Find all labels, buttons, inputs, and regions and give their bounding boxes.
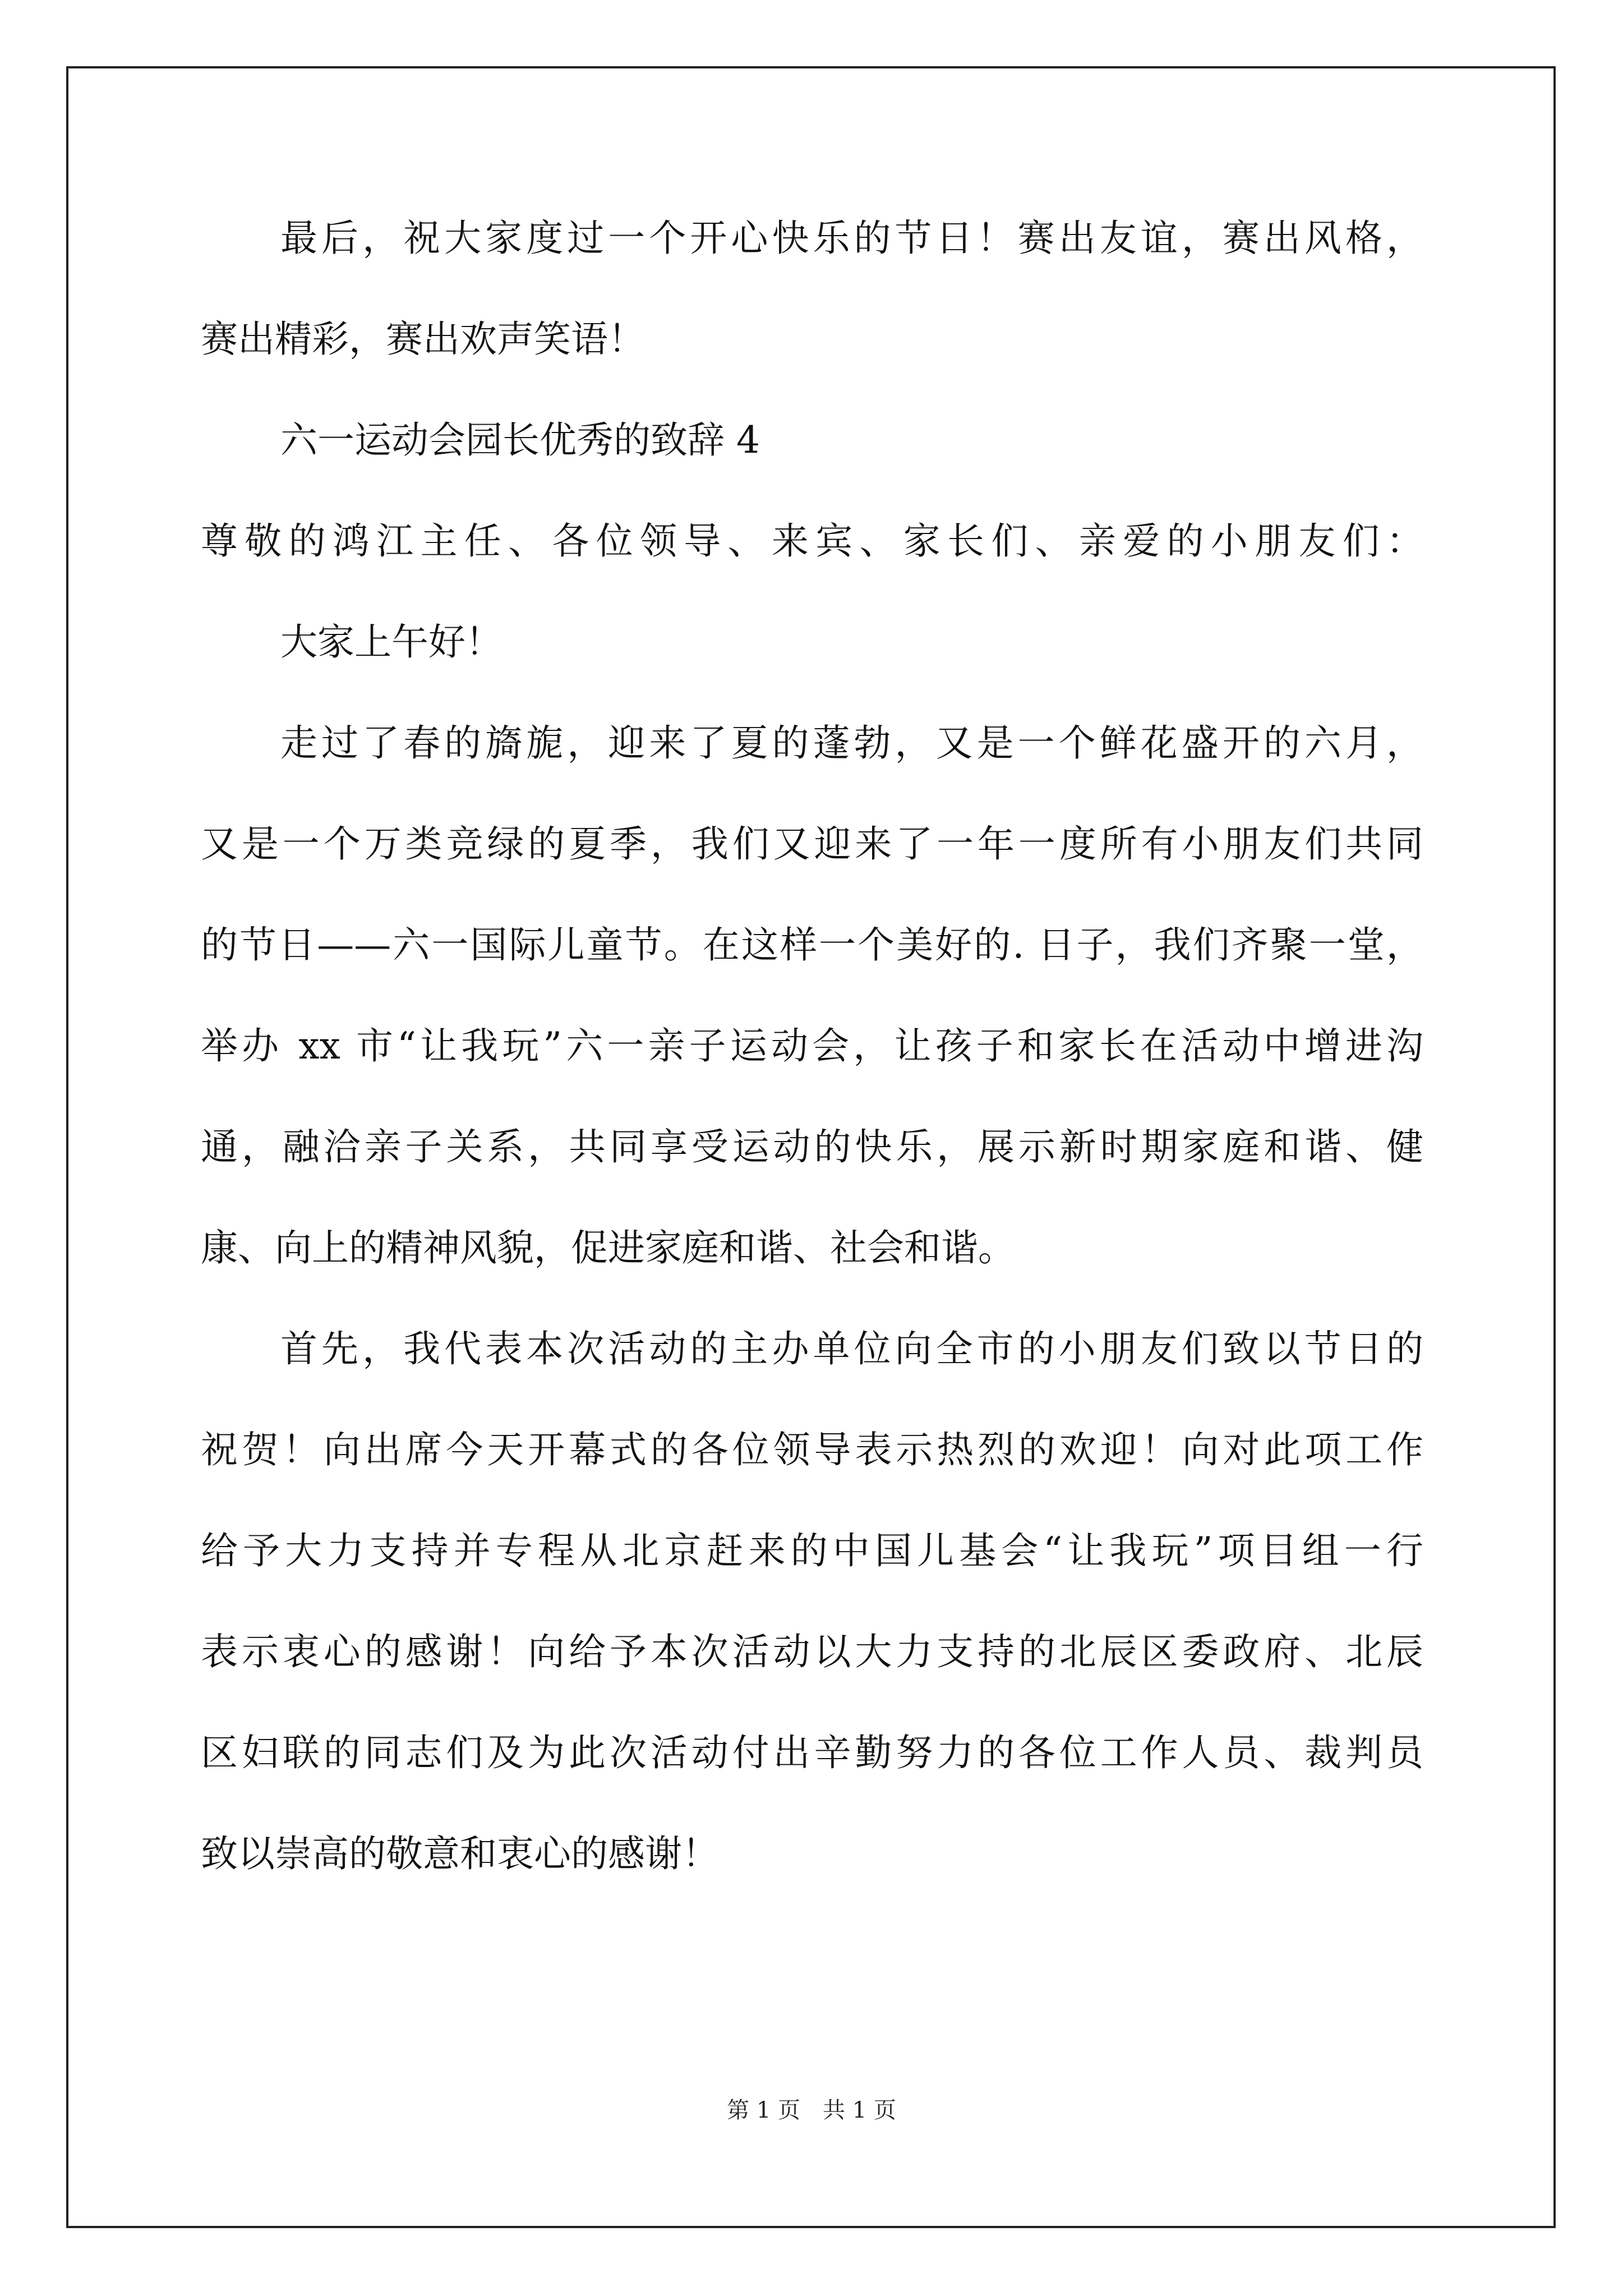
paragraph-line: 给予大力支持并专程从北京赶来的中国儿基会“让我玩”项目组一行	[201, 1529, 1423, 1572]
paragraph-line: 又是一个万类竞绿的夏季，我们又迎来了一年一度所有小朋友们共同	[201, 822, 1423, 866]
paragraph-line: 赛出精彩，赛出欢声笑语！	[201, 318, 645, 361]
greeting-line: 大家上午好！	[280, 620, 502, 664]
section-title: 六一运动会园长优秀的致辞 4	[280, 418, 760, 462]
paragraph-line: 举办 xx 市“让我玩”六一亲子运动会，让孩子和家长在活动中增进沟	[201, 1024, 1423, 1068]
paragraph-line: 通，融洽亲子关系，共同享受运动的快乐，展示新时期家庭和谐、健	[201, 1125, 1423, 1168]
paragraph-line: 首先，我代表本次活动的主办单位向全市的小朋友们致以节日的	[280, 1327, 1423, 1370]
paragraph-line: 致以崇高的敬意和衷心的感谢！	[201, 1832, 719, 1875]
salutation-line: 尊敬的鸿江主任、各位领导、来宾、家长们、亲爱的小朋友们：	[201, 519, 1423, 563]
paragraph-line: 最后，祝大家度过一个开心快乐的节日！赛出友谊，赛出风格，	[280, 217, 1423, 260]
paragraph-line: 区妇联的同志们及为此次活动付出辛勤努力的各位工作人员、裁判员	[201, 1731, 1423, 1774]
paragraph-line: 的节日——六一国际儿童节。在这样一个美好的. 日子，我们齐聚一堂，	[201, 923, 1423, 967]
paragraph-line: 走过了春的旖旎，迎来了夏的蓬勃，又是一个鲜花盛开的六月，	[280, 721, 1423, 765]
paragraph-line: 康、向上的精神风貌，促进家庭和谐、社会和谐。	[201, 1226, 1015, 1269]
paragraph-line: 祝贺！向出席今天开幕式的各位领导表示热烈的欢迎！向对此项工作	[201, 1428, 1423, 1471]
document-body	[201, 217, 1423, 1936]
paragraph-line: 表示衷心的感谢！向给予本次活动以大力支持的北辰区委政府、北辰	[201, 1630, 1423, 1673]
page-footer: 第 1 页 共 1 页	[727, 2097, 896, 2123]
